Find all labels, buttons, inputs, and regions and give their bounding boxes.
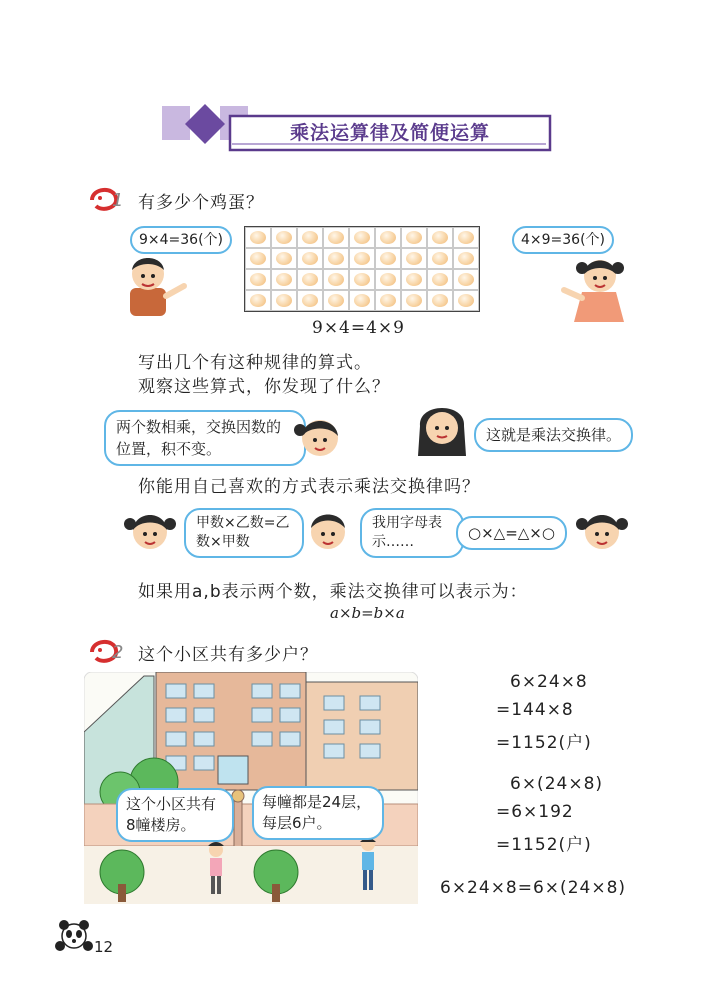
egg bbox=[297, 248, 323, 269]
panda-icon bbox=[54, 914, 94, 954]
page-number: 12 bbox=[94, 938, 114, 956]
egg bbox=[401, 248, 427, 269]
egg bbox=[297, 290, 323, 311]
section-number-badge-2 bbox=[88, 636, 128, 666]
egg bbox=[453, 290, 479, 311]
speech-bubble-symbols: ○×△=△×○ bbox=[456, 516, 567, 550]
egg bbox=[427, 269, 453, 290]
boy-illustration bbox=[120, 248, 190, 320]
egg bbox=[453, 248, 479, 269]
speech-bubble-floors: 每幢都是24层，每层6户。 bbox=[252, 786, 384, 840]
egg bbox=[271, 227, 297, 248]
egg bbox=[323, 227, 349, 248]
question-2: 这个小区共有多少户？ bbox=[138, 645, 318, 665]
egg bbox=[453, 227, 479, 248]
calc1-line-2: =144×8 bbox=[496, 700, 574, 720]
question-1: 有多少个鸡蛋？ bbox=[138, 193, 264, 213]
boy-speech-bubble: 9×4=36(个) bbox=[130, 226, 232, 254]
commutative-formula: a×b=b×a bbox=[330, 604, 405, 622]
egg bbox=[401, 269, 427, 290]
calc1-line-1: 6×24×8 bbox=[510, 672, 588, 692]
calc2-line-3: =1152(户) bbox=[496, 835, 592, 855]
egg bbox=[245, 248, 271, 269]
egg bbox=[297, 269, 323, 290]
speech-bubble-rule: 两个数相乘，交换因数的位置，积不变。 bbox=[104, 410, 306, 466]
egg bbox=[271, 248, 297, 269]
teacher-icon bbox=[410, 396, 474, 462]
egg bbox=[323, 290, 349, 311]
girl-illustration bbox=[560, 248, 636, 324]
egg bbox=[323, 269, 349, 290]
egg bbox=[427, 248, 453, 269]
egg bbox=[375, 290, 401, 311]
speech-bubble-letters: 我用字母表示…… bbox=[360, 508, 464, 558]
speech-bubble-law: 这就是乘法交换律。 bbox=[474, 418, 633, 452]
egg bbox=[401, 290, 427, 311]
associative-result: 6×24×8=6×(24×8) bbox=[440, 878, 627, 898]
egg bbox=[427, 290, 453, 311]
page-title: 乘法运算律及简便运算 bbox=[290, 122, 491, 144]
egg bbox=[375, 248, 401, 269]
girl-face-icon bbox=[290, 408, 350, 466]
egg bbox=[245, 227, 271, 248]
egg bbox=[297, 227, 323, 248]
egg bbox=[453, 269, 479, 290]
section-2-number: 2 bbox=[112, 642, 124, 663]
section-number-badge bbox=[88, 184, 128, 214]
instruction-line-1: 写出几个有这种规律的算式。 bbox=[138, 353, 372, 373]
girl-face-icon-2 bbox=[122, 502, 178, 558]
boy-face-icon bbox=[300, 502, 356, 558]
egg bbox=[427, 227, 453, 248]
egg bbox=[401, 227, 427, 248]
instruction-line-4: 如果用a,b表示两个数，乘法交换律可以表示为： bbox=[138, 582, 528, 602]
egg bbox=[245, 290, 271, 311]
egg bbox=[271, 290, 297, 311]
calc1-line-3: =1152(户) bbox=[496, 733, 592, 753]
egg bbox=[349, 227, 375, 248]
calc2-line-1: 6×(24×8) bbox=[510, 774, 604, 794]
girl-face-icon-3 bbox=[572, 500, 632, 560]
instruction-line-3: 你能用自己喜欢的方式表示乘法交换律吗？ bbox=[138, 477, 480, 497]
egg bbox=[323, 248, 349, 269]
instruction-line-2: 观察这些算式，你发现了什么？ bbox=[138, 377, 390, 397]
calc2-line-2: =6×192 bbox=[496, 802, 574, 822]
egg bbox=[349, 248, 375, 269]
speech-bubble-words: 甲数×乙数=乙数×甲数 bbox=[184, 508, 304, 558]
egg bbox=[375, 269, 401, 290]
egg bbox=[271, 269, 297, 290]
egg bbox=[349, 269, 375, 290]
section-1-number: 1 bbox=[112, 190, 124, 211]
speech-bubble-buildings: 这个小区共有8幢楼房。 bbox=[116, 788, 234, 842]
egg-tray bbox=[244, 226, 480, 312]
egg bbox=[375, 227, 401, 248]
egg bbox=[349, 290, 375, 311]
equation-1: 9×4=4×9 bbox=[312, 318, 405, 338]
egg bbox=[245, 269, 271, 290]
girl-speech-bubble: 4×9=36(个) bbox=[512, 226, 614, 254]
